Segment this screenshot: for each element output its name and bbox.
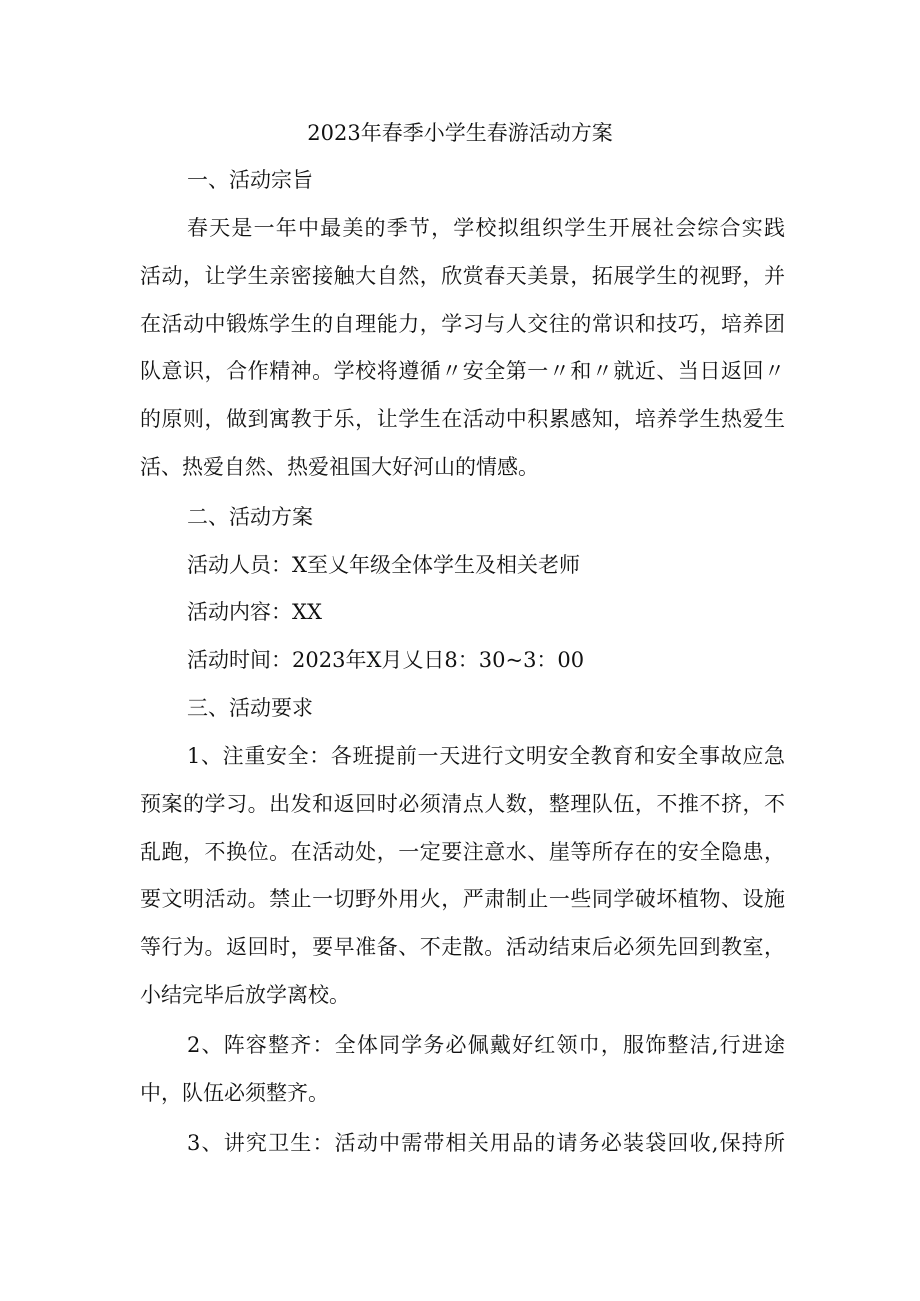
paragraph-line: 活、热爱自然、热爱祖国大好河山的情感。: [140, 455, 539, 479]
paragraph-line: 小结完毕后放学离校。: [140, 983, 350, 1007]
paragraph-line: 2、阵容整齐：全体同学务必佩戴好红领巾，服饰整洁,行进途: [187, 1033, 785, 1057]
document-title: 2023年春季小学生春游活动方案: [307, 121, 613, 145]
section-heading: 一、活动宗旨: [187, 168, 313, 192]
activity-content: 活动内容：XX: [187, 600, 322, 624]
paragraph-line: 活动，让学生亲密接触大自然，欣赏春天美景，拓展学生的视野，并: [140, 264, 785, 288]
paragraph-line: 1、注重安全：各班提前一天进行文明安全教育和安全事故应急: [187, 744, 785, 768]
paragraph-line: 中，队伍必须整齐。: [140, 1081, 329, 1105]
paragraph-line: 等行为。返回时，要早准备、不走散。活动结束后必须先回到教室，: [140, 935, 785, 959]
paragraph-line: 队意识，合作精神。学校将遵循〃安全第一〃和〃就近、当日返回〃: [140, 359, 785, 383]
activity-people: 活动人员：X至乂年级全体学生及相关老师: [187, 553, 580, 577]
activity-time: 活动时间：2023年X月乂日8：30~3：00: [187, 648, 585, 672]
paragraph-line: 3、讲究卫生：活动中需带相关用品的请务必装袋回收,保持所: [187, 1131, 785, 1155]
paragraph-line: 乱跑，不换位。在活动处，一定要注意水、崖等所存在的安全隐患，: [140, 840, 785, 864]
paragraph-line: 春天是一年中最美的季节，学校拟组织学生开展社会综合实践: [187, 216, 785, 240]
paragraph-line: 在活动中锻炼学生的自理能力，学习与人交往的常识和技巧，培养团: [140, 312, 785, 336]
section-heading: 二、活动方案: [187, 505, 313, 529]
paragraph-line: 预案的学习。出发和返回时必须清点人数，整理队伍，不推不挤，不: [140, 792, 785, 816]
paragraph-line: 的原则，做到寓教于乐，让学生在活动中积累感知，培养学生热爱生: [140, 407, 785, 431]
paragraph-line: 要文明活动。禁止一切野外用火，严肃制止一些同学破坏植物、设施: [140, 887, 785, 911]
section-heading: 三、活动要求: [187, 696, 313, 720]
